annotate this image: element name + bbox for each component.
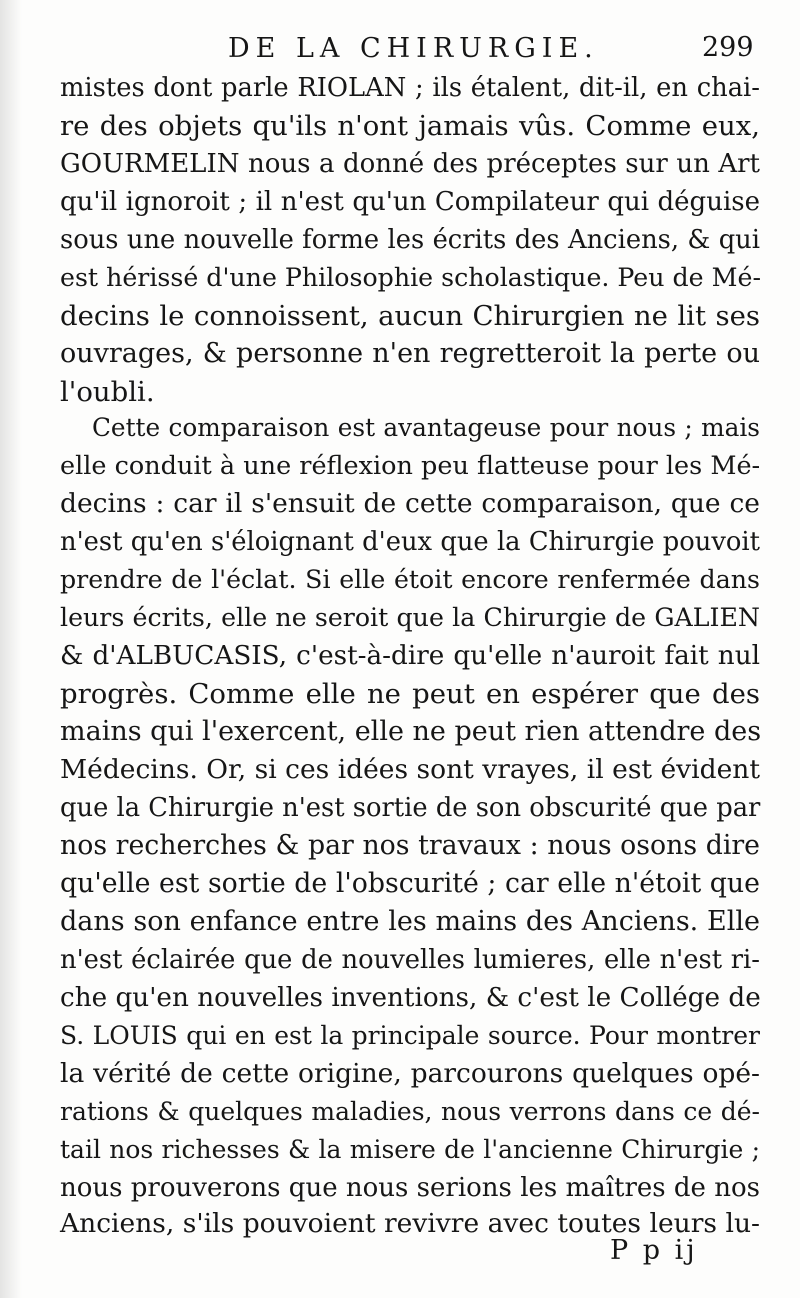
- text-line-3: GOURMELIN nous a donné des préceptes sur un Art: [60, 149, 760, 179]
- text-line-8: ouvrages, & personne n'en regretteroit la perte ou: [60, 338, 760, 369]
- text-line-15: leurs écrits, elle ne seroit que la Chirurgie de GALIEN: [60, 603, 760, 632]
- text-line-28: rations & quelques maladies, nous verrons dans ce dé-: [60, 1097, 760, 1126]
- text-line-12: decins : car il s'ensuit de cette comparaison, que ce: [60, 488, 760, 519]
- text-line-17: progrès. Comme elle ne peut en espérer que des: [60, 678, 760, 710]
- text-line-26: S. LOUIS qui en est la principale source. Pour montrer: [60, 1021, 760, 1050]
- page-gutter-shadow: [0, 0, 22, 1298]
- text-line-11: elle conduit à une réflexion peu flatteuse pour les Mé-: [60, 451, 761, 481]
- text-line-27: la vérité de cette origine, parcourons quelques opé-: [60, 1058, 760, 1089]
- signature-catchword: P p ij: [610, 1235, 698, 1266]
- text-line-19: Médecins. Or, si ces idées sont vrayes, il est évident: [60, 754, 760, 785]
- text-line-4: qu'il ignoroit ; il n'est qu'un Compilateur qui déguise: [60, 187, 760, 217]
- text-line-5: sous une nouvelle forme les écrits des Anciens, & qui: [60, 225, 760, 255]
- text-line-7: decins le connoissent, aucun Chirurgien ne lit ses: [60, 300, 760, 332]
- text-line-9: l'oubli.: [60, 376, 155, 408]
- text-line-20: que la Chirurgie n'est sortie de son obscurité que par: [60, 793, 761, 823]
- text-line-1: mistes dont parle RIOLAN ; ils étalent, dit-il, en chai-: [60, 73, 760, 103]
- text-line-30: nous prouverons que nous serions les maîtres de nos: [60, 1173, 760, 1203]
- text-line-31: Anciens, s'ils pouvoient revivre avec toutes leurs lu-: [60, 1208, 760, 1239]
- text-line-29: tail nos richesses & la misere de l'ancienne Chirurgie ;: [60, 1135, 760, 1164]
- text-line-2: re des objets qu'ils n'ont jamais vûs. Comme eux,: [60, 110, 760, 142]
- text-line-16: & d'ALBUCASIS, c'est-à-dire qu'elle n'auroit fait nul: [60, 641, 760, 671]
- running-head: DE LA CHIRURGIE.: [228, 33, 599, 64]
- text-line-10: Cette comparaison est avantageuse pour nous ; mais: [92, 413, 760, 442]
- text-line-6: est hérissé d'une Philosophie scholastique. Peu de Mé-: [60, 263, 761, 292]
- text-line-13: n'est qu'en s'éloignant d'eux que la Chirurgie pouvoit: [60, 527, 760, 557]
- text-line-23: dans son enfance entre les mains des Anciens. Elle: [60, 906, 760, 937]
- text-line-25: che qu'en nouvelles inventions, & c'est le Collége de: [60, 983, 761, 1013]
- text-line-14: prendre de l'éclat. Si elle étoit encore renfermée dans: [60, 565, 760, 594]
- text-line-21: nos recherches & par nos travaux : nous osons dire: [60, 830, 760, 861]
- text-line-22: qu'elle est sortie de l'obscurité ; car elle n'étoit que: [60, 868, 760, 899]
- page-number: 299: [702, 32, 754, 63]
- text-line-18: mains qui l'exercent, elle ne peut rien attendre des: [60, 716, 762, 747]
- text-line-24: n'est éclairée que de nouvelles lumieres, elle n'est ri-: [60, 945, 760, 975]
